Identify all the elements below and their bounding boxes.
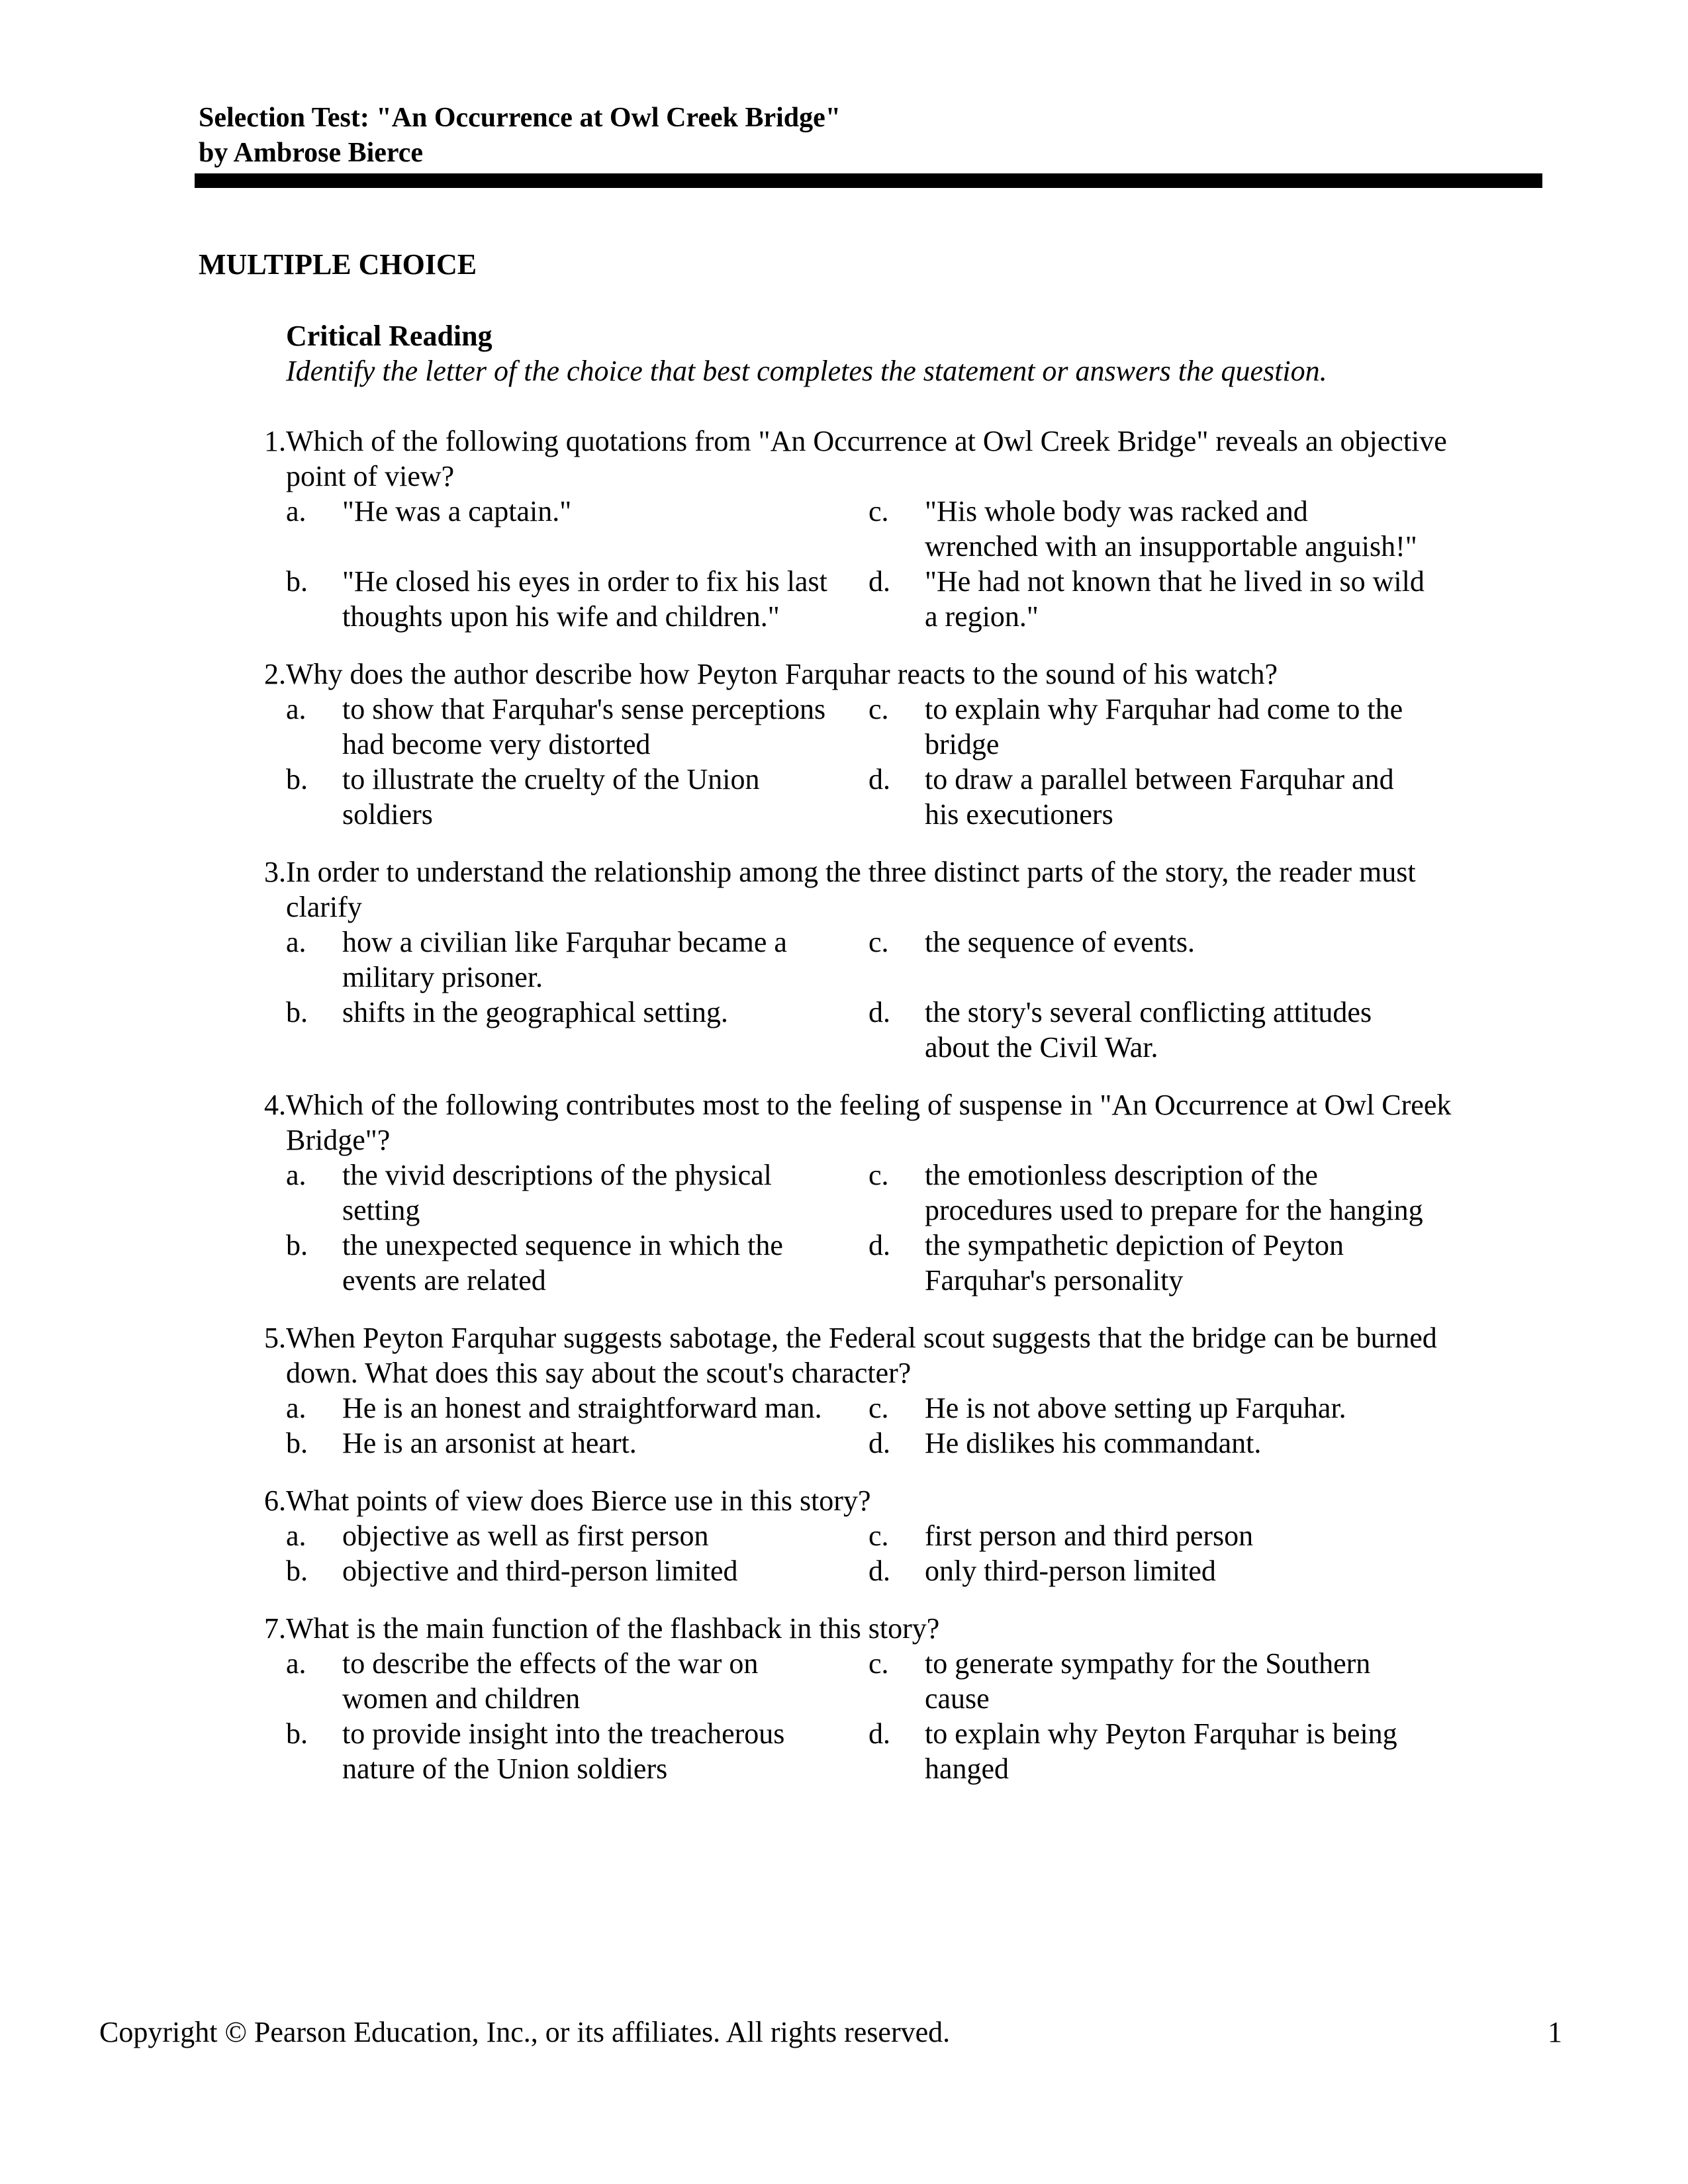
choice-letter: a.: [286, 1520, 306, 1552]
choice-c: [868, 925, 1451, 995]
question-text: What points of view does Bierce use in this story?: [286, 1484, 871, 1517]
choice-letter: c.: [868, 1520, 889, 1552]
choice-text: He dislikes his commandant.: [925, 1427, 1262, 1459]
choice-c: [868, 494, 1451, 564]
section-heading: MULTIPLE CHOICE: [199, 248, 477, 281]
question-text: Which of the following quotations from "An Occurrence at Owl Creek Bridge" reveals an objective point of view?: [286, 425, 1447, 492]
choice-letter: d.: [868, 1717, 890, 1750]
question-text: Why does the author describe how Peyton Farquhar reacts to the sound of his watch?: [286, 658, 1278, 690]
choice-b: [286, 1553, 868, 1588]
choice-c: [868, 1158, 1451, 1228]
choice-text: the story's several conflicting attitudes about the Civil War.: [925, 996, 1372, 1064]
choice-text: to draw a parallel between Farquhar and his executioners: [925, 763, 1394, 831]
choice-b: [286, 995, 868, 1065]
question-text: When Peyton Farquhar suggests sabotage, the Federal scout suggests that the bridge can be burned down. What does this say about the scout's character?: [286, 1322, 1437, 1389]
question-4: [199, 1087, 1542, 1298]
copyright-notice: Copyright © Pearson Education, Inc., or its affiliates. All rights reserved.: [99, 2016, 951, 2048]
choice-text: to illustrate the cruelty of the Union soldiers: [342, 763, 760, 831]
question-number: 3.: [264, 856, 286, 888]
choice-letter: c.: [868, 926, 889, 958]
choice-text: "He was a captain.": [342, 495, 572, 527]
choice-text: how a civilian like Farquhar became a military prisoner.: [342, 926, 787, 993]
question-list: [199, 424, 1542, 1809]
choice-text: He is an arsonist at heart.: [342, 1427, 637, 1459]
question-6: [199, 1483, 1542, 1588]
choice-text: the vivid descriptions of the physical setting: [342, 1159, 772, 1226]
test-title: Selection Test: "An Occurrence at Owl Creek Bridge": [199, 103, 841, 133]
choice-letter: d.: [868, 1427, 890, 1459]
choice-letter: a.: [286, 1159, 306, 1191]
choice-c: [868, 1646, 1451, 1716]
choice-text: the emotionless description of the procedures used to prepare for the hanging: [925, 1159, 1423, 1226]
choice-text: to explain why Farquhar had come to the bridge: [925, 693, 1403, 760]
choice-letter: a.: [286, 693, 306, 725]
choice-text: first person and third person: [925, 1520, 1254, 1552]
test-author: by Ambrose Bierce: [199, 138, 424, 168]
choice-letter: a.: [286, 1647, 306, 1680]
choice-text: the sympathetic depiction of Peyton Farquhar's personality: [925, 1229, 1344, 1297]
choice-text: to show that Farquhar's sense perceptions had become very distorted: [342, 693, 826, 760]
choice-text: objective as well as first person: [342, 1520, 709, 1552]
choice-text: He is an honest and straightforward man.: [342, 1392, 822, 1424]
choice-d: [868, 762, 1451, 832]
choice-letter: a.: [286, 495, 306, 527]
choice-letter: a.: [286, 926, 306, 958]
choice-text: only third-person limited: [925, 1555, 1216, 1587]
choice-d: [868, 1553, 1451, 1588]
choice-text: the unexpected sequence in which the events are related: [342, 1229, 783, 1297]
choice-c: [868, 692, 1451, 762]
choice-c: [868, 1390, 1451, 1426]
question-5: [199, 1320, 1542, 1461]
choice-d: [868, 564, 1451, 634]
choice-b: [286, 1716, 868, 1786]
choice-text: to describe the effects of the war on women and children: [342, 1647, 759, 1715]
choice-d: [868, 1716, 1451, 1786]
choice-b: [286, 564, 868, 634]
choice-a: [286, 1518, 868, 1553]
choice-letter: b.: [286, 996, 308, 1028]
choice-a: [286, 1158, 868, 1228]
choice-text: "He closed his eyes in order to fix his last thoughts upon his wife and children.": [342, 565, 827, 633]
choice-text: shifts in the geographical setting.: [342, 996, 728, 1028]
choice-text: He is not above setting up Farquhar.: [925, 1392, 1346, 1424]
question-number: 5.: [264, 1322, 286, 1354]
choice-a: [286, 692, 868, 762]
choice-letter: b.: [286, 1427, 308, 1459]
choice-d: [868, 995, 1451, 1065]
choice-b: [286, 1426, 868, 1461]
question-text: In order to understand the relationship among the three distinct parts of the story, the reader must clarify: [286, 856, 1416, 923]
question-number: 4.: [264, 1089, 286, 1121]
choice-letter: d.: [868, 763, 890, 796]
choice-text: the sequence of events.: [925, 926, 1196, 958]
choice-c: [868, 1518, 1451, 1553]
question-text: Which of the following contributes most to the feeling of suspense in "An Occurrence at Owl Creek Bridge"?: [286, 1089, 1452, 1156]
choice-letter: d.: [868, 565, 890, 598]
choice-letter: b.: [286, 1229, 308, 1261]
section-subheading: Critical Reading: [286, 320, 492, 352]
page-number: 1: [1548, 2016, 1562, 2048]
choice-b: [286, 762, 868, 832]
choice-letter: c.: [868, 1647, 889, 1680]
choice-a: [286, 925, 868, 995]
choice-text: objective and third-person limited: [342, 1555, 738, 1587]
header-rule: [195, 173, 1542, 188]
question-7: [199, 1611, 1542, 1786]
choice-letter: d.: [868, 1555, 890, 1587]
choice-letter: c.: [868, 693, 889, 725]
choice-d: [868, 1426, 1451, 1461]
choice-b: [286, 1228, 868, 1298]
choice-a: [286, 1390, 868, 1426]
choice-letter: b.: [286, 1717, 308, 1750]
question-2: [199, 657, 1542, 832]
choice-letter: b.: [286, 1555, 308, 1587]
choice-letter: d.: [868, 996, 890, 1028]
choice-text: to explain why Peyton Farquhar is being hanged: [925, 1717, 1397, 1785]
choice-text: to generate sympathy for the Southern cause: [925, 1647, 1371, 1715]
choice-letter: b.: [286, 763, 308, 796]
question-number: 2.: [264, 658, 286, 690]
question-number: 6.: [264, 1484, 286, 1517]
choice-letter: c.: [868, 1159, 889, 1191]
choice-letter: c.: [868, 495, 889, 527]
question-3: [199, 854, 1542, 1065]
choice-letter: d.: [868, 1229, 890, 1261]
choice-text: "His whole body was racked and wrenched with an insupportable anguish!": [925, 495, 1417, 563]
instructions: Identify the letter of the choice that best completes the statement or answers the question.: [286, 355, 1327, 387]
question-text: What is the main function of the flashback in this story?: [286, 1612, 940, 1645]
question-number: 7.: [264, 1612, 286, 1645]
choice-letter: a.: [286, 1392, 306, 1424]
question-1: [199, 424, 1542, 634]
choice-text: "He had not known that he lived in so wild a region.": [925, 565, 1425, 633]
choice-a: [286, 494, 868, 564]
choice-a: [286, 1646, 868, 1716]
choice-letter: c.: [868, 1392, 889, 1424]
choice-d: [868, 1228, 1451, 1298]
choice-letter: b.: [286, 565, 308, 598]
choice-text: to provide insight into the treacherous nature of the Union soldiers: [342, 1717, 785, 1785]
question-number: 1.: [264, 425, 286, 457]
